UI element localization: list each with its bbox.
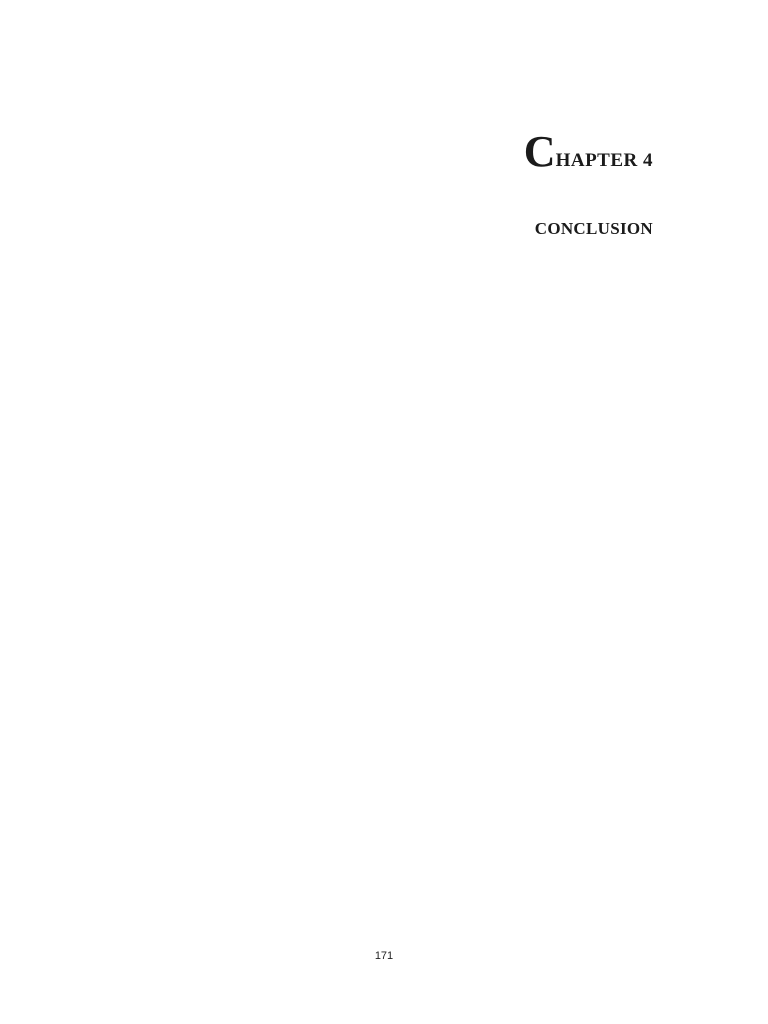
chapter-heading [523,127,653,176]
chapter-initial: C [523,127,556,176]
page-number: 171 [374,950,394,962]
section-title: CONCLUSION [534,219,653,238]
chapter-label: HAPTER 4 [555,150,653,171]
